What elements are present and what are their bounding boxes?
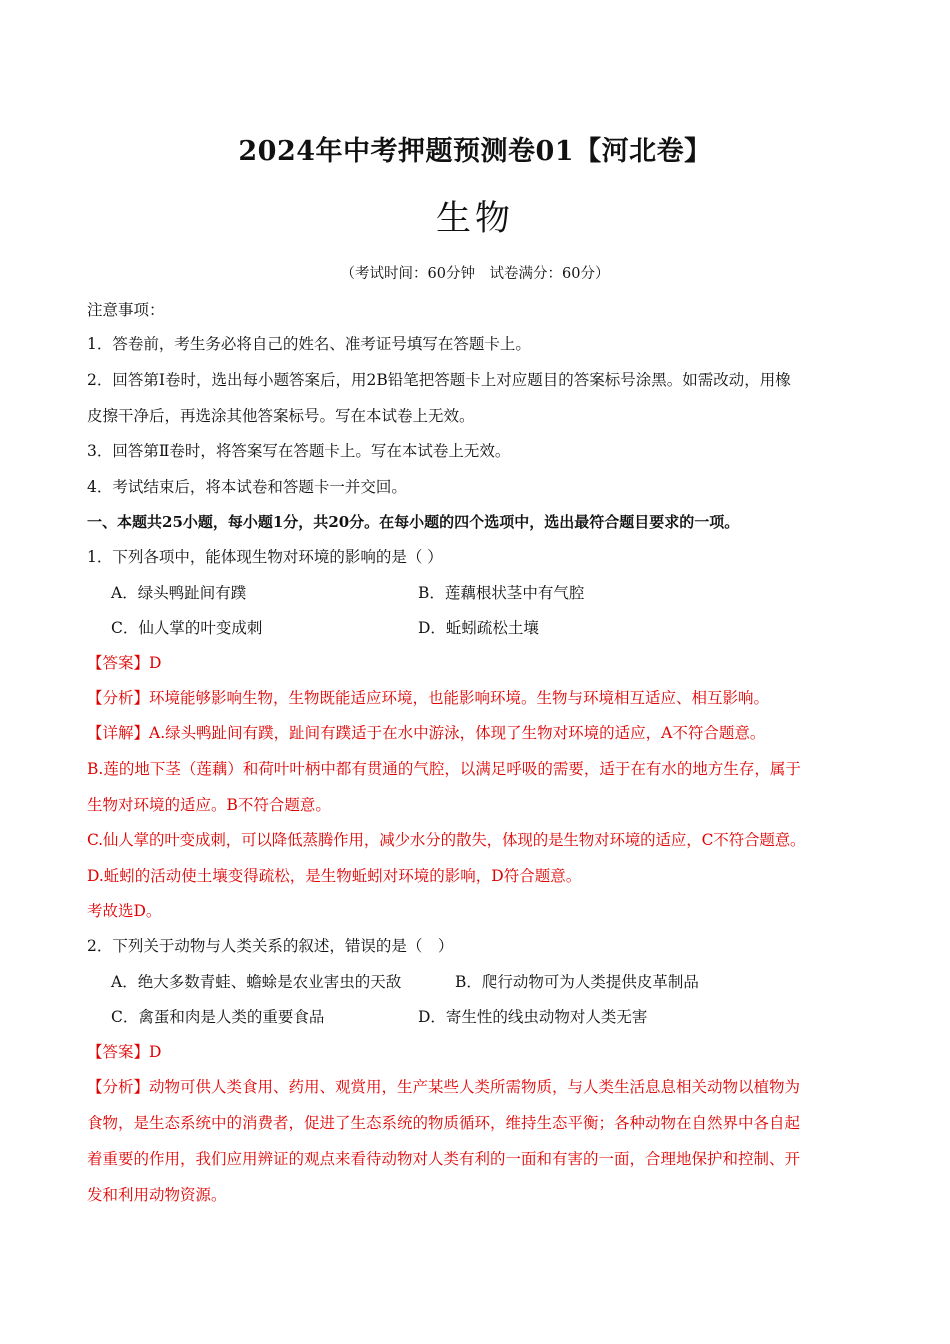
- analysis-line: [87, 1076, 800, 1098]
- analysis-tag: 【分析】: [87, 689, 150, 707]
- question-stem: 2．下列关于动物与人类关系的叙述，错误的是（ ）: [87, 937, 454, 955]
- answer-line: [87, 1041, 161, 1063]
- question-stem: 1．下列各项中，能体现生物对环境的影响的是（ ）: [87, 548, 443, 566]
- option-d: D．寄生性的线虫动物对人类无害: [418, 1008, 648, 1026]
- option-b: B．莲藕根状茎中有气腔: [418, 584, 585, 602]
- subject-title: 生物: [435, 199, 514, 239]
- notice-heading: 注意事项：: [87, 301, 165, 319]
- answer-value: D: [149, 1043, 162, 1061]
- detail-text: B.莲的地下茎（莲藕）和荷叶叶柄中都有贯通的气腔，以满足呼吸的需要，适于在有水的地方生存，属于: [87, 760, 801, 778]
- detail-line: [87, 722, 765, 744]
- analysis-line: [87, 687, 769, 709]
- exam-title: 2024年中考押题预测卷01【河北卷】: [238, 136, 712, 167]
- option-c: C．禽蛋和肉是人类的重要食品: [111, 1008, 325, 1026]
- option-d: D．蚯蚓疏松土壤: [418, 619, 539, 637]
- answer-tag: 【答案】: [87, 1043, 150, 1061]
- detail-text: C.仙人掌的叶变成刺，可以降低蒸腾作用，减少水分的散失，体现的是生物对环境的适应，C不符合题意。: [87, 831, 806, 849]
- notice-item: 皮擦干净后，再选涂其他答案标号。写在本试卷上无效。: [87, 407, 475, 425]
- detail-text: 生物对环境的适应。B不符合题意。: [87, 796, 331, 814]
- analysis-text: 食物，是生态系统中的消费者，促进了生态系统的物质循环，维持生态平衡；各种动物在自然界中各自起: [87, 1114, 801, 1132]
- analysis-tag: 【分析】: [87, 1078, 150, 1096]
- option-a: A．绿头鸭趾间有蹼: [111, 584, 247, 602]
- exam-info: （考试时间：60分钟 试卷满分：60分）: [340, 266, 610, 282]
- answer-tag: 【答案】: [87, 654, 150, 672]
- answer-value: D: [149, 654, 162, 672]
- section-heading: 一、本题共25小题，每小题1分，共20分。在每小题的四个选项中，选出最符合题目要求的一项。: [87, 513, 740, 531]
- analysis-text: 动物可供人类食用、药用、观赏用，生产某些人类所需物质，与人类生活息息相关动物以植物为: [149, 1078, 801, 1096]
- answer-line: [87, 652, 161, 674]
- notice-item: 4．考试结束后，将本试卷和答题卡一并交回。: [87, 478, 407, 496]
- detail-tag: 【详解】: [87, 724, 150, 742]
- detail-text: D.蚯蚓的活动使土壤变得疏松，是生物蚯蚓对环境的影响，D符合题意。: [87, 867, 582, 885]
- analysis-text: 发和利用动物资源。: [87, 1186, 227, 1204]
- notice-item: 1．答卷前，考生务必将自己的姓名、准考证号填写在答题卡上。: [87, 335, 531, 353]
- notice-item: 2．回答第Ⅰ卷时，选出每小题答案后，用2B铅笔把答题卡上对应题目的答案标号涂黑。如需改动，用橡: [87, 371, 791, 389]
- detail-text: A.绿头鸭趾间有蹼，趾间有蹼适于在水中游泳，体现了生物对环境的适应，A不符合题意。: [149, 724, 766, 742]
- analysis-text: 着重要的作用，我们应用辨证的观点来看待动物对人类有利的一面和有害的一面，合理地保护和控制、开: [87, 1150, 801, 1168]
- notice-item: 3．回答第Ⅱ卷时，将答案写在答题卡上。写在本试卷上无效。: [87, 442, 511, 460]
- analysis-text: 环境能够影响生物，生物既能适应环境，也能影响环境。生物与环境相互适应、相互影响。: [149, 689, 770, 707]
- option-c: C．仙人掌的叶变成刺: [111, 619, 263, 637]
- option-a: A．绝大多数青蛙、蟾蜍是农业害虫的天敌: [111, 973, 402, 991]
- detail-text: 考故选D。: [87, 902, 162, 920]
- option-b: B．爬行动物可为人类提供皮革制品: [455, 973, 699, 991]
